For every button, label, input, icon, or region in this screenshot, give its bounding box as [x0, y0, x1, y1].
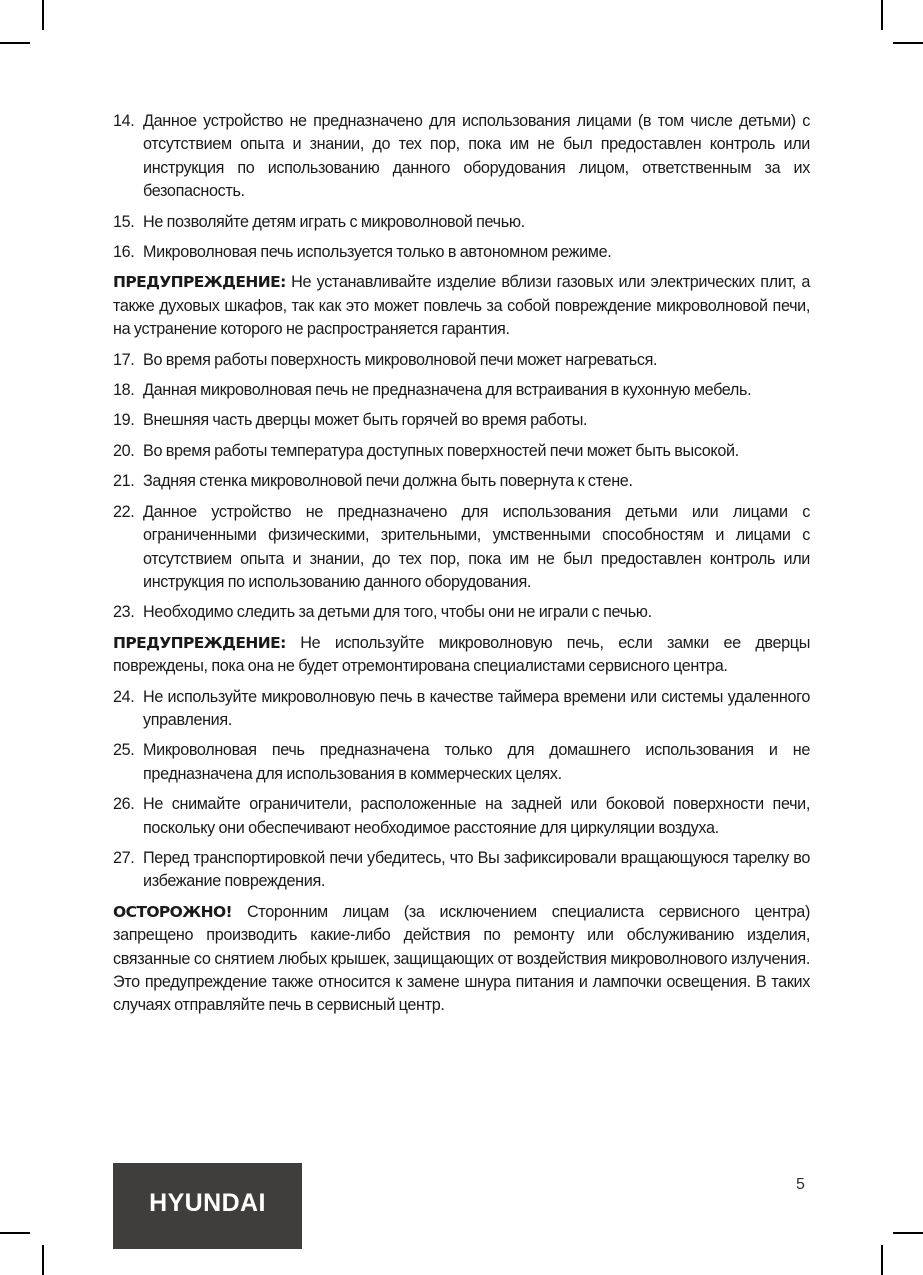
list-item-17	[113, 349, 810, 372]
item-number: 26.	[113, 795, 135, 814]
item-number: 19.	[113, 411, 135, 430]
hyundai-logo	[113, 1163, 302, 1249]
item-number: 14.	[113, 112, 135, 130]
list-item-20	[113, 440, 810, 463]
crop-mark-top-left-vertical	[42, 0, 44, 30]
crop-mark-top-right-horizontal	[893, 42, 923, 44]
list-item-23	[113, 601, 810, 624]
crop-mark-top-right-vertical	[881, 0, 883, 30]
caution-label: ОСТОРОЖНО!	[113, 902, 233, 921]
item-text: Во время работы температура доступных поверхностей печи может быть высокой.	[143, 441, 739, 460]
item-text: Необходимо следить за детьми для того, чтобы они не играли с печью.	[143, 603, 652, 622]
item-text: Микроволновая печь предназначена только для домашнего использования и не предназначена для использования в коммерческих целях.	[143, 741, 810, 783]
item-number: 22.	[113, 502, 135, 521]
item-text: Перед транспортировкой печи убедитесь, что Вы зафиксировали вращающуюся тарелку во избежание повреждения.	[143, 848, 810, 891]
list-item-18	[113, 379, 810, 402]
brand-name: HYUNDAI	[149, 1188, 266, 1217]
crop-mark-bottom-right-horizontal	[893, 1232, 923, 1234]
warning-paragraph	[113, 632, 810, 679]
page-number: 5	[796, 1176, 805, 1193]
list-item-14	[113, 110, 810, 204]
item-text: Внешняя часть дверцы может быть горячей во время работы.	[143, 411, 588, 430]
crop-mark-bottom-left-horizontal	[0, 1232, 30, 1234]
list-item-27	[113, 847, 810, 894]
list-item-19	[113, 409, 810, 432]
item-text: Во время работы поверхность микроволновой печи может нагреваться.	[143, 350, 658, 369]
caution-paragraph	[113, 901, 810, 1018]
list-item-15	[113, 211, 810, 234]
warning-text: Не используйте микроволновую печь, если замки ее дверцы повреждены, пока она не будет отремонтирована специалистами сервисного центра.	[113, 633, 810, 676]
warning-label: ПРЕДУПРЕЖДЕНИЕ:	[113, 633, 286, 652]
list-item-25	[113, 739, 810, 786]
list-item-21	[113, 470, 810, 493]
item-text: Данное устройство не предназначено для использования лицами (в том числе детьми) с отсутствием опыта и знании, до тех пор, пока им не был предоставлен контроль или инструкция по использованию данного оборудования лицом, ответственным за их безопасность.	[143, 112, 810, 201]
warning-label: ПРЕДУПРЕЖДЕНИЕ:	[113, 273, 286, 292]
item-number: 21.	[113, 472, 135, 491]
item-text: Данная микроволновая печь не предназначена для встраивания в кухонную мебель.	[143, 381, 752, 400]
item-number: 17.	[113, 350, 135, 369]
item-text: Не снимайте ограничители, расположенные на задней или боковой поверхности печи, поскольку они обеспечивают необходимое расстояние для циркуляции воздуха.	[143, 795, 810, 837]
item-text: Данное устройство не предназначено для использования детьми или лицами с ограниченными физическими, зрительными, умственными способностям и лицами с отсутствием опыта и знании, до тех пор, пока им не был предоставлен контроль или инструкция по использованию данного оборудования.	[143, 502, 810, 591]
item-text: Не используйте микроволновую печь в качестве таймера времени или системы удаленного управления.	[143, 687, 810, 729]
item-number: 27.	[113, 848, 135, 867]
item-number: 20.	[113, 441, 135, 460]
crop-mark-bottom-right-vertical	[881, 1245, 883, 1275]
item-text: Не позволяйте детям играть с микроволновой печью.	[143, 212, 525, 231]
crop-mark-bottom-left-vertical	[42, 1245, 44, 1275]
caution-text: Сторонним лицам (за исключением специалиста сервисного центра) запрещено производить какие-либо действия по ремонту или обслуживанию изделия, связанные со снятием любых крышек, защищающих от воздействия микроволнового излучения. Это предупреждение также относится к замене шнура питания и лампочки освещения. В таких случаях отправляйте печь в сервисный центр.	[113, 902, 810, 1015]
safety-instructions	[113, 110, 810, 1025]
warning-paragraph	[113, 271, 810, 341]
item-number: 16.	[113, 243, 135, 262]
item-number: 25.	[113, 741, 135, 760]
list-item-24	[113, 686, 810, 733]
list-item-22	[113, 501, 810, 595]
item-number: 23.	[113, 603, 135, 622]
crop-mark-top-left-horizontal	[0, 42, 30, 44]
item-number: 15.	[113, 212, 135, 231]
warning-text: Не устанавливайте изделие вблизи газовых или электрических плит, а также духовых шкафов, так как это может повлечь за собой повреждение микроволновой печи, на устранение которого не распространяется гарантия.	[113, 273, 810, 339]
list-item-26	[113, 793, 810, 840]
item-text: Микроволновая печь используется только в автономном режиме.	[143, 243, 612, 262]
item-number: 18.	[113, 381, 135, 400]
item-number: 24.	[113, 687, 135, 706]
list-item-16	[113, 241, 810, 264]
item-text: Задняя стенка микроволновой печи должна быть повернута к стене.	[143, 472, 633, 491]
